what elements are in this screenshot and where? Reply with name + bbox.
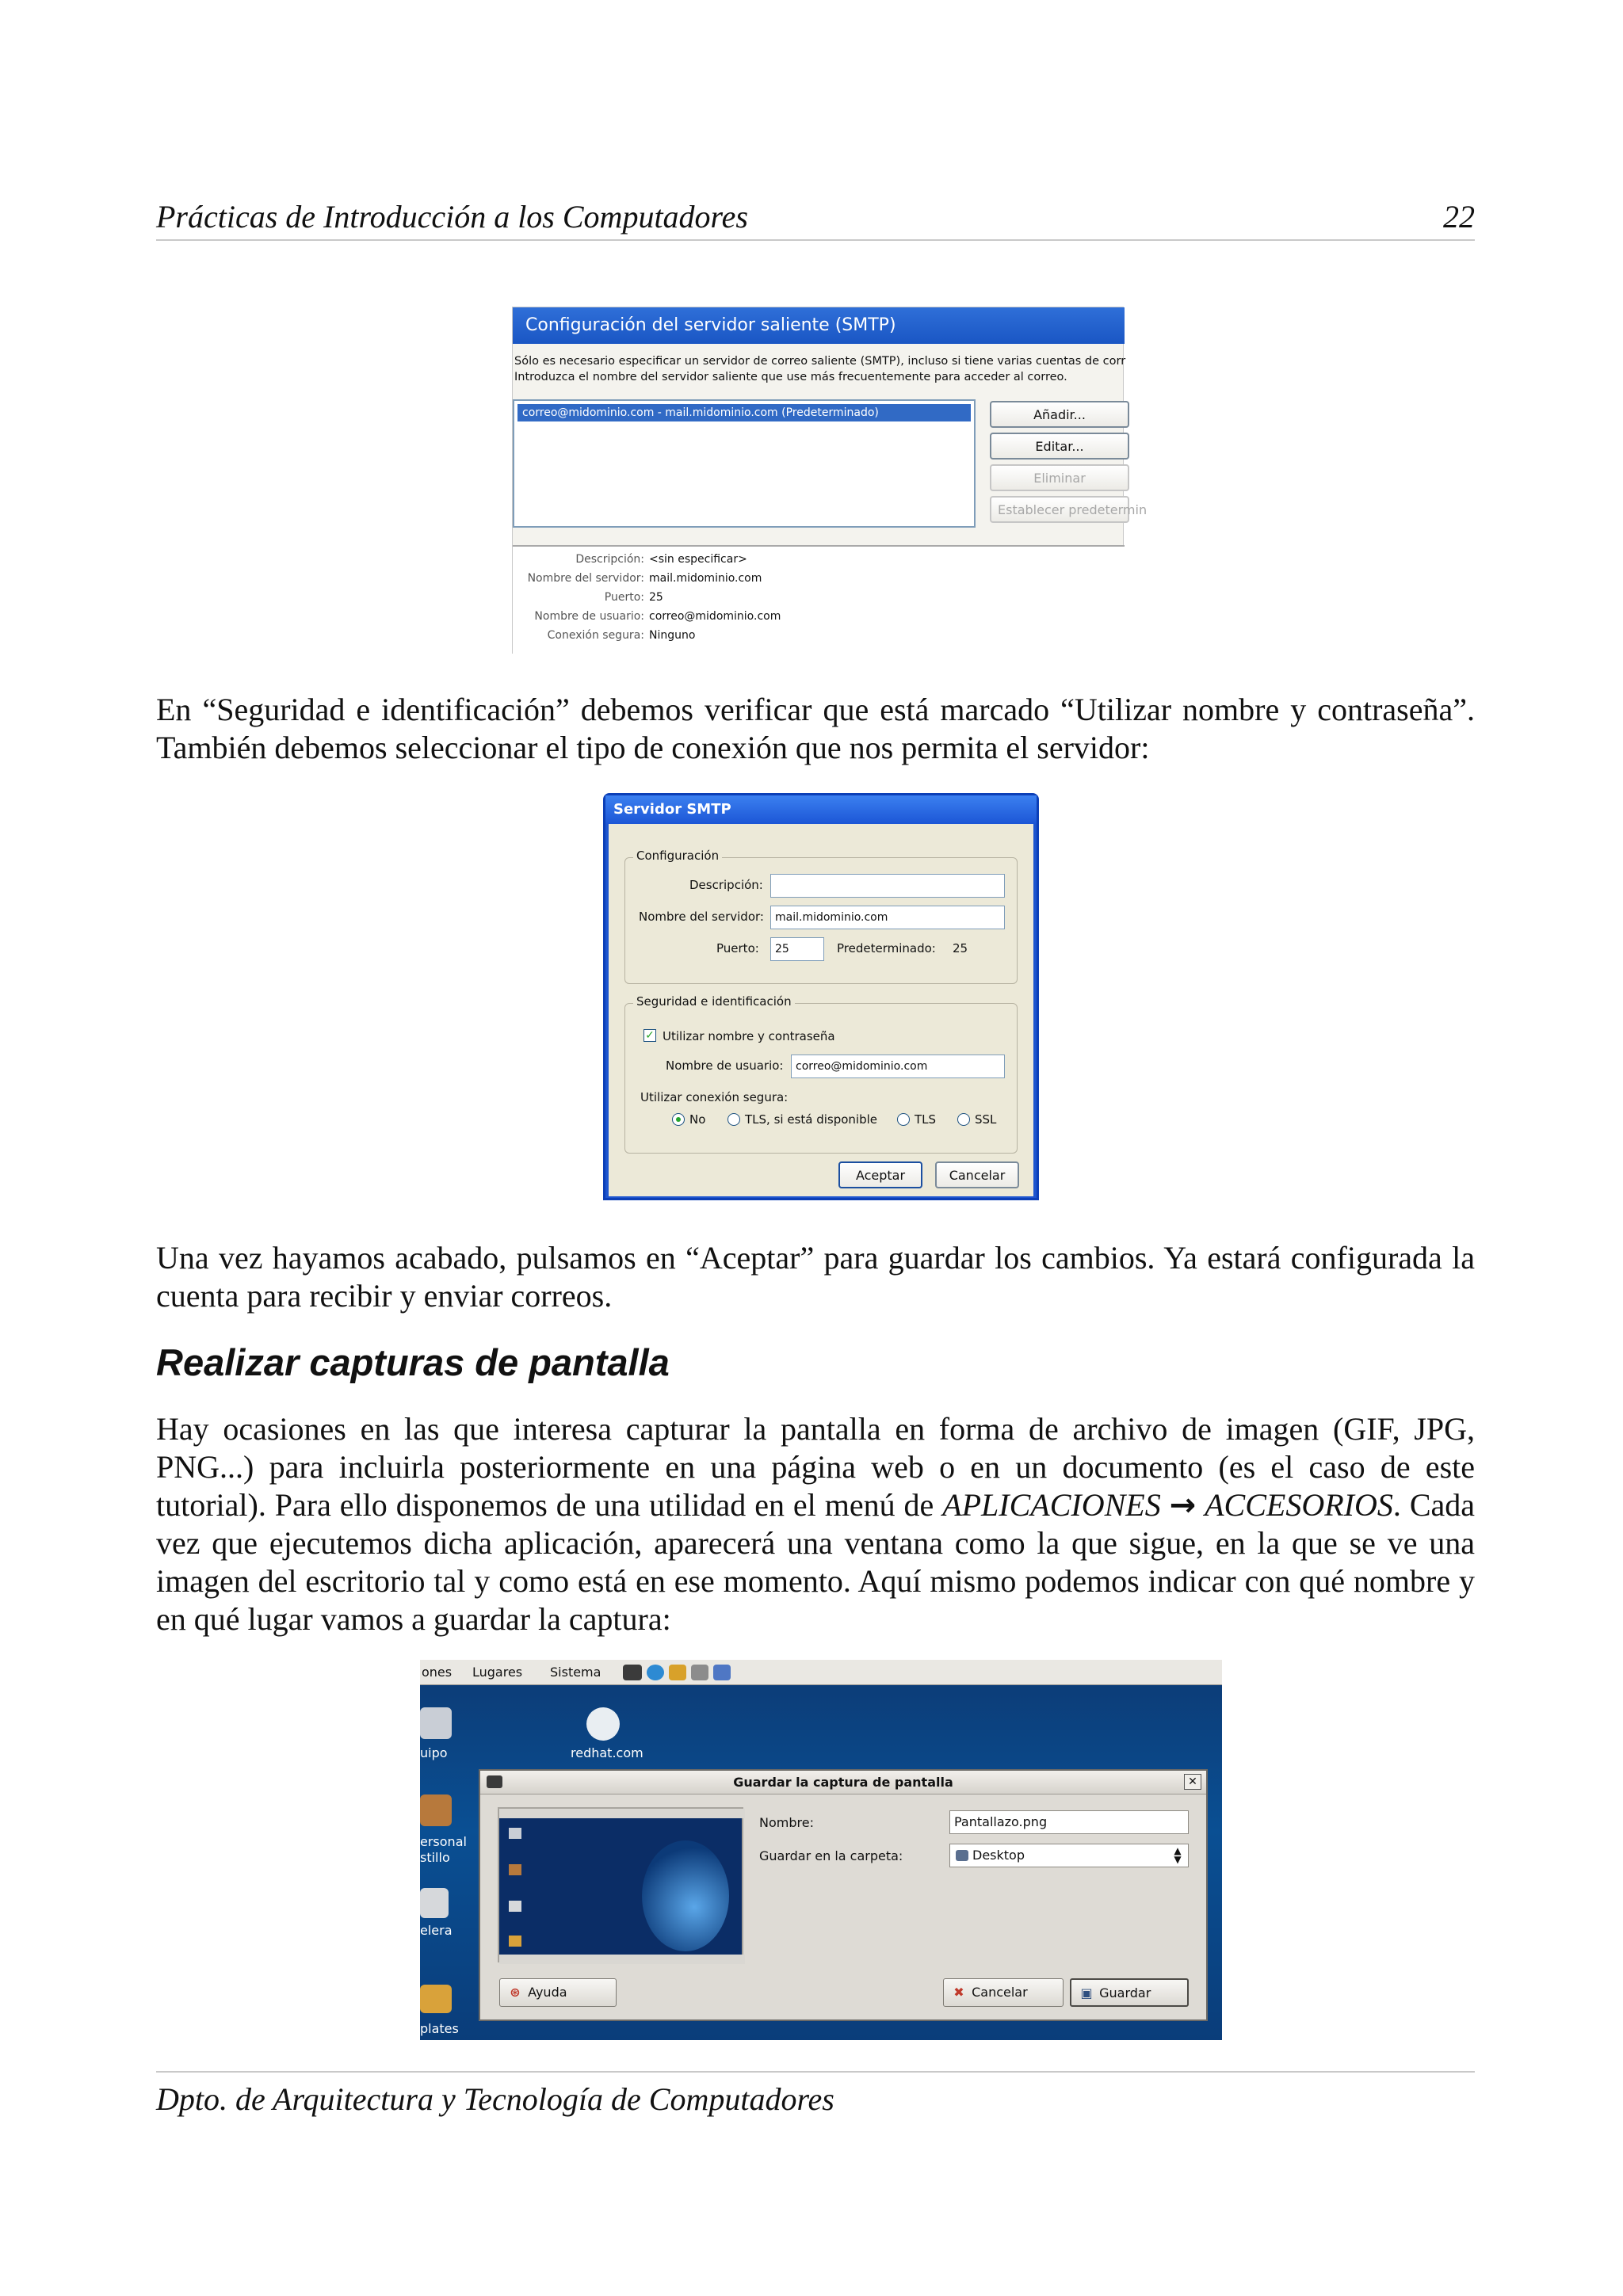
server-dialog-title: Servidor SMTP [605,795,1037,824]
radio-tls-if-available[interactable] [727,1113,740,1126]
panel-menu-system[interactable]: Sistema [550,1665,601,1680]
detail-label: Nombre del servidor: [527,572,644,585]
running-footer: Dpto. de Arquitectura y Tecnología de Computadores [156,2071,1475,2118]
config-group-legend: Configuración [633,849,722,863]
computer-icon[interactable] [420,1707,452,1739]
detail-label: Puerto: [604,591,644,604]
desktop-label-personal: ersonal [420,1834,467,1849]
preview-taskbar [499,1955,745,1964]
remove-button[interactable]: Eliminar [990,464,1129,491]
add-button[interactable]: Añadir... [990,401,1129,428]
desktop-label-trash: elera [420,1923,453,1938]
name-label: Nombre: [759,1815,814,1830]
radio-no[interactable] [672,1113,685,1126]
help-button[interactable] [499,1978,617,2007]
camera-icon [487,1775,502,1788]
terminal-icon[interactable] [691,1665,708,1680]
panel-menu-places[interactable]: Lugares [472,1665,523,1680]
panel-menu-applications[interactable]: ones [422,1665,453,1680]
smtp-list-screenshot [512,307,1148,654]
intro-line-1: Sólo es necesario especificar un servidor de correo saliente (SMTP), incluso si tiene varias cuentas de corr [514,355,1126,368]
preview-fedora-logo [642,1840,729,1951]
secure-connection-label: Utilizar conexión segura: [640,1090,789,1104]
paragraph-security: En “Seguridad e identificación” debemos verificar que está marcado “Utilizar nombre y contraseña”. También debemos seleccionar el tipo de conexión que nos permita el servidor: [156,692,1475,765]
cancel-button[interactable]: Cancelar [935,1161,1019,1188]
paragraph-accept: Una vez hayamos acabado, pulsamos en “Aceptar” para guardar los cambios. Ya estará configurada la cuenta para recibir y enviar correos. [156,1240,1475,1314]
office-icon[interactable] [713,1665,731,1680]
accept-button[interactable]: Aceptar [838,1161,922,1188]
cancel-button-label: Cancelar [972,1985,1028,2000]
detail-value: Ninguno [649,629,696,642]
mail-icon[interactable] [669,1665,686,1680]
running-header [156,198,1475,241]
radio-ssl[interactable] [957,1113,970,1126]
preview-panel [499,1809,745,1818]
paragraph-screenshots [156,1410,1475,1638]
description-label: Descripción: [689,878,763,892]
templates-folder-icon[interactable] [420,1985,452,2013]
home-folder-icon[interactable] [420,1794,452,1826]
file-name-input[interactable]: Pantallazo.png [949,1810,1189,1834]
port-input[interactable]: 25 [770,937,824,961]
radio-tls-if-available-label: TLS, si está disponible [745,1112,878,1127]
section-heading: Realizar capturas de pantalla [156,1341,670,1383]
redhat-globe-icon[interactable] [586,1707,620,1741]
detail-value: mail.midominio.com [649,572,762,585]
gnome-screenshot [420,1660,1222,2040]
security-group [624,994,1018,1154]
username-input[interactable]: correo@midominio.com [791,1055,1005,1078]
preview-icon [509,1828,521,1839]
detail-label: Descripción: [575,553,644,566]
use-auth-label: Utilizar nombre y contraseña [663,1029,835,1043]
radio-tls-label: TLS [915,1112,937,1127]
trash-icon[interactable] [420,1888,449,1918]
description-input[interactable] [770,874,1005,898]
screenshot-preview [498,1807,743,1962]
default-port-label: Predeterminado: [837,941,936,955]
page-number: 22 [1443,199,1475,235]
preview-icon [509,1936,521,1947]
floppy-disk-icon: ▣ [1080,1985,1093,2000]
cancel-icon: ✖ [953,1985,964,2000]
desktop-label-style: stillo [420,1850,450,1865]
save-screenshot-title: Guardar la captura de pantalla [480,1771,1206,1794]
security-group-legend: Seguridad e identificación [633,994,795,1009]
detail-value: 25 [649,591,663,604]
save-screenshot-dialog [479,1769,1208,2021]
server-dialog-body [609,824,1033,1196]
arrow-icon: → [1169,1487,1197,1524]
save-button-label: Guardar [1099,1985,1151,2000]
help-button-label: Ayuda [528,1985,567,2000]
menu-accessories: ACCESORIOS [1205,1487,1393,1523]
folder-label: Guardar en la carpeta: [759,1848,903,1863]
cancel-button[interactable] [943,1978,1064,2007]
detail-value: <sin especificar> [649,553,747,566]
default-port-value: 25 [953,941,968,955]
smtp-list-intro [514,353,1125,385]
radio-ssl-label: SSL [975,1112,997,1127]
server-name-input[interactable]: mail.midominio.com [770,906,1005,929]
select-arrows-icon: ▲ ▼ [1174,1845,1182,1865]
preview-icon [509,1901,521,1912]
document-title: Prácticas de Introducción a los Computadores [156,199,748,235]
smtp-server-list-item[interactable]: correo@midominio.com - mail.midominio.com (Predeterminado) [517,404,971,421]
camera-icon[interactable] [623,1665,642,1680]
help-icon: ⊛ [510,1985,521,2000]
detail-label: Nombre de usuario: [534,610,644,623]
desktop-label-redhat: redhat.com [571,1745,643,1760]
detail-label: Conexión segura: [547,629,644,642]
browser-icon[interactable] [647,1665,664,1680]
desktop-folder-icon [956,1850,968,1861]
save-button[interactable] [1070,1978,1189,2007]
username-label: Nombre de usuario: [666,1058,784,1073]
folder-select[interactable] [949,1844,1189,1867]
desktop-label-templates: plates [420,2021,459,2036]
port-label: Puerto: [716,941,759,955]
paragraph-text: . Cada vez que ejecutemos dicha aplicación, aparecerá una ventana como la que sigue, en la que se ve una imagen del escritorio tal y como está en ese momento. Aquí mismo podemos indicar con qué nombre y en qué lugar vamos a guardar la captura: [156,1487,1476,1637]
server-name-label: Nombre del servidor: [639,910,764,924]
intro-line-2: Introduzca el nombre del servidor saliente que use más frecuentemente para acceder al correo. [514,371,1067,383]
preview-icon [509,1864,521,1875]
use-auth-checkbox[interactable]: ✓ [643,1029,656,1042]
menu-applications: APLICACIONES [942,1487,1161,1523]
set-default-button[interactable]: Establecer predetermin [990,496,1129,523]
detail-value: correo@midominio.com [649,610,781,623]
smtp-list-title: Configuración del servidor saliente (SMTP) [513,307,1125,344]
smtp-server-dialog-screenshot [603,793,1039,1200]
smtp-server-list[interactable] [513,399,976,528]
top-panel [420,1660,1222,1685]
folder-select-value: Desktop [972,1848,1025,1863]
paragraph-text: Hay ocasiones en las que interesa capturar la pantalla en forma de archivo de imagen (GIF, JPG, PNG...) para incluirla posteriormente en una página web o en un documento (es el caso de este tutorial). Para ello disponemos de una utilidad en el menú de [156,1411,1475,1523]
desktop-label-computer: uipo [420,1745,448,1760]
smtp-details-panel [513,545,1125,654]
edit-button[interactable]: Editar... [990,433,1129,460]
close-icon[interactable]: ✕ [1184,1774,1201,1790]
radio-no-label: No [689,1112,706,1127]
radio-tls[interactable] [897,1113,910,1126]
